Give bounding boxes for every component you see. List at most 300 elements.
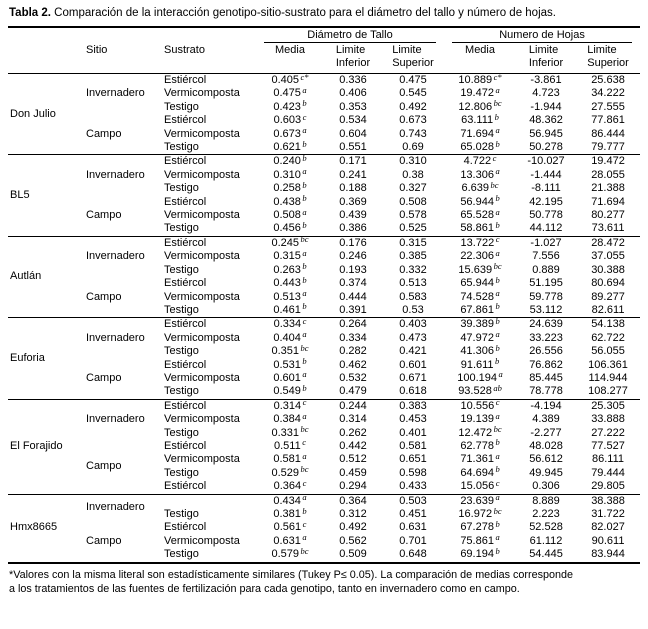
value-text: -8.111 <box>531 182 561 195</box>
value-text: 78.778 <box>529 385 563 398</box>
hojas-limite-inferior-cell <box>516 101 576 114</box>
significance-letter: ab <box>493 382 502 393</box>
hojas-limite-superior-cell <box>576 236 640 250</box>
value-text: 0.451 <box>399 508 427 520</box>
hojas-limite-inferior-cell <box>516 508 576 521</box>
significance-letter: b <box>302 505 307 516</box>
tallo-limite-superior-cell <box>382 87 444 100</box>
hojas-limite-superior-cell <box>576 521 640 534</box>
value-text: -4.194 <box>530 399 562 412</box>
hojas-limite-inferior-cell <box>516 467 576 480</box>
limite-label: Limite <box>335 44 366 56</box>
value-text: 80.277 <box>591 209 625 222</box>
table-row <box>8 521 640 534</box>
tallo-limite-inferior-cell <box>324 318 382 332</box>
hojas-limite-superior-cell <box>576 141 640 155</box>
value-text: 0.439 <box>339 209 367 222</box>
hojas-limite-superior-cell <box>576 548 640 562</box>
tallo-media-cell <box>256 477 324 494</box>
sustrato-cell: Vermicomposta <box>164 127 240 140</box>
value-text: 0.743 <box>399 127 427 140</box>
tallo-media-cell <box>256 247 324 263</box>
tallo-media-cell <box>256 152 324 169</box>
table-title-label: Tabla 2. <box>9 7 51 19</box>
value-text: 0.601 <box>273 371 301 384</box>
value-text: 0.513 <box>273 290 301 303</box>
sustrato-cell: Testigo <box>164 345 199 358</box>
significance-letter: c <box>302 315 307 326</box>
diametro-tallo-group-header: Diámetro de Tallo <box>264 29 436 43</box>
value-text: 0.671 <box>399 371 427 384</box>
value-text: 13.306 <box>460 168 494 181</box>
hojas-limite-superior-cell <box>576 209 640 222</box>
tallo-limite-inferior-cell <box>324 494 382 508</box>
value-text: 86.111 <box>592 453 625 466</box>
hojas-limite-inferior-cell <box>516 87 576 100</box>
value-text: 33.888 <box>591 413 625 426</box>
hojas-media-cell <box>444 505 516 521</box>
significance-letter: b <box>495 274 500 285</box>
value-text: 0.353 <box>339 100 367 113</box>
tallo-media-cell <box>256 424 324 440</box>
hojas-limite-superior-cell <box>576 169 640 182</box>
hojas-limite-inferior-cell <box>516 209 576 222</box>
value-text: 71.361 <box>460 453 494 466</box>
tallo-limite-superior-cell <box>382 196 444 209</box>
site-cell: Campo <box>86 127 122 140</box>
tallo-media-cell <box>256 274 324 290</box>
site-cell: Campo <box>86 209 122 222</box>
significance-letter: a <box>302 166 307 177</box>
value-text: 79.777 <box>591 141 625 154</box>
table-row <box>8 74 640 88</box>
tallo-media-cell <box>256 193 324 209</box>
value-text: 10.556 <box>460 399 495 412</box>
value-text: 0.534 <box>339 114 367 127</box>
sustrato-cell: Vermicomposta <box>164 413 240 426</box>
value-text: 0.386 <box>339 222 367 235</box>
tallo-limite-inferior-cell <box>324 182 382 195</box>
value-text: 25.305 <box>591 399 625 412</box>
significance-letter: a <box>495 492 500 503</box>
significance-letter: b <box>495 301 500 312</box>
significance-letter: b <box>302 152 307 163</box>
tallo-limite-superior-cell <box>382 236 444 250</box>
value-text: 4.389 <box>532 413 560 426</box>
value-text: 108.277 <box>588 385 628 398</box>
tallo-media-cell <box>256 410 324 426</box>
value-text: 0.246 <box>339 250 367 263</box>
tallo-limite-inferior-cell <box>324 277 382 290</box>
value-text: 77.861 <box>591 114 625 127</box>
superior-label: Superior <box>587 57 629 69</box>
tallo-limite-inferior-cell <box>324 359 382 372</box>
value-text: 65.028 <box>460 141 494 154</box>
hojas-media-cell <box>444 315 516 332</box>
tallo-limite-superior-cell <box>382 467 444 480</box>
tallo-limite-superior-cell <box>382 332 444 345</box>
value-text: 74.528 <box>460 290 494 303</box>
site-cell: Campo <box>86 290 122 303</box>
hojas-limite-superior-cell <box>576 480 640 494</box>
value-text: 56.944 <box>460 195 494 208</box>
sustrato-cell: Vermicomposta <box>164 168 240 181</box>
value-text: 0.508 <box>273 209 301 222</box>
hojas-media-cell <box>444 166 516 182</box>
sustrato-cell: Testigo <box>164 263 199 276</box>
table-row <box>8 440 640 453</box>
significance-letter: bc <box>300 464 309 475</box>
hojas-limite-superior-cell <box>576 508 640 521</box>
value-text: 0.531 <box>273 358 301 371</box>
tallo-limite-superior-cell <box>382 128 444 141</box>
value-text: 42.195 <box>529 195 563 208</box>
hojas-limite-superior-cell <box>576 101 640 114</box>
value-text: 0.310 <box>399 155 427 168</box>
value-text: 19.472 <box>460 87 494 100</box>
hojas-media-cell <box>444 532 516 548</box>
value-text: 37.055 <box>591 250 625 263</box>
hojas-limite-inferior-cell <box>516 141 576 155</box>
sustrato-cell: Testigo <box>164 222 199 235</box>
inferior-label: Inferior <box>335 57 371 69</box>
inferior-label: Inferior <box>528 57 564 69</box>
hojas-limite-inferior-cell <box>516 548 576 562</box>
hojas-media-cell <box>444 450 516 466</box>
value-text: 0.421 <box>399 345 427 358</box>
hojas-limite-superior-cell <box>576 359 640 372</box>
value-text: 0.331 <box>271 426 299 439</box>
value-text: 15.639 <box>458 263 493 276</box>
value-text: 0.604 <box>339 127 367 140</box>
value-text: 15.056 <box>460 480 495 493</box>
value-text: 41.306 <box>460 345 494 358</box>
hojas-media-cell <box>444 152 516 169</box>
tallo-limite-inferior-cell <box>324 128 382 141</box>
value-text: 0.294 <box>339 480 367 493</box>
hojas-media-cell <box>444 288 516 304</box>
tallo-limite-superior-cell <box>382 169 444 182</box>
sitio-column-header: Sitio <box>84 43 162 74</box>
value-text: 0.549 <box>273 385 301 398</box>
sustrato-cell: Testigo <box>164 426 199 439</box>
hojas-limite-inferior-cell <box>516 250 576 263</box>
hojas-limite-superior-cell <box>576 372 640 385</box>
significance-letter: b <box>302 356 307 367</box>
significance-letter: a <box>302 492 307 503</box>
value-text: 0.240 <box>273 155 301 168</box>
footnote-line-1: *Valores con la misma literal son estadísticamente similares (Tukey P≤ 0.05). La comparación de medias corresponde <box>9 568 574 581</box>
value-text: 0.509 <box>339 548 367 561</box>
value-text: 93.528 <box>458 385 492 398</box>
value-text: 0.364 <box>273 480 302 493</box>
hojas-limite-inferior-cell <box>516 304 576 318</box>
significance-letter: a <box>498 369 503 380</box>
sustrato-cell: Vermicomposta <box>164 290 240 303</box>
significance-letter: a <box>302 450 307 461</box>
value-text: 0.334 <box>339 331 367 344</box>
table-row <box>8 494 640 508</box>
significance-letter: b <box>495 138 500 149</box>
value-text: 0.262 <box>339 426 367 439</box>
hojas-limite-inferior-cell <box>516 480 576 494</box>
value-text: 0.621 <box>273 141 301 154</box>
tallo-limite-inferior-cell <box>324 440 382 453</box>
value-text: 47.972 <box>460 331 494 344</box>
table-title <box>9 6 640 21</box>
tallo-limite-inferior-cell <box>324 480 382 494</box>
hojas-media-cell <box>444 545 516 562</box>
tallo-limite-inferior-cell <box>324 264 382 277</box>
hojas-media-cell <box>444 410 516 426</box>
tallo-group-header-cell <box>256 27 444 43</box>
sustrato-cell: Testigo <box>164 548 199 561</box>
superior-label: Superior <box>392 57 434 69</box>
sustrato-cell: Testigo <box>164 182 199 195</box>
tallo-limite-superior-cell <box>382 413 444 426</box>
significance-letter: c <box>302 437 306 448</box>
significance-letter: b <box>495 315 500 326</box>
value-text: 49.945 <box>529 466 563 479</box>
tallo-limite-superior-cell <box>382 264 444 277</box>
value-text: 0.423 <box>273 100 301 113</box>
value-text: 0.648 <box>399 548 427 561</box>
tallo-limite-superior-cell <box>382 521 444 534</box>
value-text: 16.972 <box>458 508 493 520</box>
hojas-media-cell <box>444 477 516 494</box>
hojas-limite-superior-cell <box>576 74 640 88</box>
value-text: 65.528 <box>460 209 494 222</box>
sustrato-cell: Estiércol <box>162 155 256 169</box>
hojas-limite-inferior-cell <box>516 128 576 141</box>
tallo-limite-inferior-cell <box>324 453 382 466</box>
significance-letter: c <box>495 477 500 488</box>
tallo-media-cell <box>256 98 324 114</box>
value-text: 56.055 <box>591 345 625 358</box>
table-row <box>8 359 640 372</box>
sustrato-cell: Vermicomposta <box>164 209 240 222</box>
value-text: 67.861 <box>460 303 494 316</box>
hojas-media-cell <box>444 125 516 141</box>
value-text: 106.361 <box>588 358 628 371</box>
hojas-media-cell <box>444 382 516 399</box>
hojas-limite-superior-cell <box>576 277 640 290</box>
value-text: 75.861 <box>460 534 494 547</box>
tallo-media-cell <box>256 464 324 480</box>
value-text: 2.223 <box>532 508 560 520</box>
hojas-limite-inferior-cell <box>516 427 576 440</box>
sustrato-cell: Estiércol <box>164 74 207 86</box>
value-text: 0.69 <box>402 141 424 154</box>
value-text: 83.944 <box>591 548 625 561</box>
significance-letter: a <box>302 369 307 380</box>
significance-letter: b <box>302 219 307 230</box>
value-text: 0.383 <box>399 399 427 412</box>
value-text: 0.403 <box>399 318 427 331</box>
significance-letter: b <box>495 356 500 367</box>
tallo-limite-inferior-cell <box>324 250 382 263</box>
value-text: 91.611 <box>460 358 494 371</box>
value-text: 58.861 <box>460 222 494 235</box>
tallo-media-cell <box>256 138 324 155</box>
site-cell: Campo <box>86 371 122 384</box>
value-text: 27.222 <box>591 426 625 439</box>
tallo-limite-superior-cell <box>382 155 444 169</box>
hojas-media-cell <box>444 399 516 413</box>
hojas-limite-superior-cell <box>576 155 640 169</box>
value-text: 0.512 <box>339 453 367 466</box>
value-text: 0.545 <box>399 87 427 100</box>
hojas-limite-inferior-cell <box>516 114 576 127</box>
sustrato-cell: Testigo <box>164 508 199 520</box>
significance-letter: c <box>302 518 307 529</box>
significance-letter: a <box>495 247 500 258</box>
sustrato-cell: Estiércol <box>164 114 207 127</box>
value-text: 0.334 <box>273 318 302 331</box>
value-text: 19.139 <box>460 413 494 426</box>
hojas-media-cell <box>444 437 516 453</box>
sustrato-cell: Estiércol <box>162 399 256 413</box>
table-row <box>8 196 640 209</box>
comparison-table <box>8 26 640 564</box>
value-text: 13.722 <box>460 236 495 249</box>
value-text: 51.195 <box>529 277 563 290</box>
value-text: 0.532 <box>339 371 367 384</box>
value-text: 59.778 <box>529 290 563 303</box>
tallo-media-column-header: Media <box>256 43 324 74</box>
value-text: 0.315 <box>399 236 427 249</box>
hojas-media-cell <box>444 206 516 222</box>
footnote-line-2: a los tratamientos de las fuentes de fertilización para cada genotipo, tanto en invernadero como en campo. <box>9 583 520 596</box>
tallo-limite-inferior-cell <box>324 413 382 426</box>
sustrato-cell: Testigo <box>164 466 199 479</box>
tallo-limite-inferior-cell <box>324 427 382 440</box>
value-text: 100.194 <box>457 371 498 384</box>
hojas-limite-inferior-cell <box>516 385 576 399</box>
value-text: 28.055 <box>591 168 625 181</box>
value-text: 0.438 <box>273 195 301 208</box>
significance-letter: c <box>495 234 500 245</box>
value-text: 31.722 <box>591 508 625 520</box>
table-row <box>8 155 640 169</box>
significance-letter: a <box>302 288 307 298</box>
value-text: 0.475 <box>273 87 301 100</box>
significance-letter: a <box>302 247 307 258</box>
value-text: 44.112 <box>529 222 563 235</box>
value-text: 38.388 <box>591 494 625 507</box>
genotype-cell: Hmx8665 <box>8 494 84 563</box>
tallo-limite-superior-cell <box>382 345 444 358</box>
tallo-limite-superior-cell <box>382 548 444 562</box>
value-text: 0.492 <box>399 100 427 113</box>
significance-letter: bc <box>493 424 502 435</box>
significance-letter: b <box>495 193 500 204</box>
tallo-limite-superior-cell <box>382 318 444 332</box>
value-text: 0.327 <box>399 182 427 195</box>
value-text: 0.562 <box>339 534 367 547</box>
value-text: 56.612 <box>529 453 563 466</box>
group-header-spacer <box>8 27 256 43</box>
tallo-limite-inferior-cell <box>324 74 382 88</box>
value-text: 29.805 <box>591 480 625 493</box>
value-text: 0.188 <box>339 182 367 195</box>
value-text: 27.555 <box>591 100 625 113</box>
value-text: 12.472 <box>458 426 493 439</box>
hojas-limite-inferior-cell <box>516 399 576 413</box>
tallo-limite-inferior-cell <box>324 291 382 304</box>
value-text: 65.944 <box>460 277 494 290</box>
sustrato-cell <box>162 494 256 508</box>
hojas-limite-superior-cell <box>576 535 640 548</box>
significance-letter: a <box>495 206 500 217</box>
value-text: 0.351 <box>271 345 299 358</box>
table-row <box>8 236 640 250</box>
tallo-limite-superior-column-header <box>382 43 444 74</box>
value-text: 19.472 <box>591 155 625 168</box>
hojas-limite-superior-cell <box>576 345 640 358</box>
significance-letter: b <box>495 342 500 353</box>
tallo-limite-superior-cell <box>382 359 444 372</box>
value-text: 4.722 <box>463 155 492 168</box>
value-text: 0.314 <box>273 399 302 412</box>
hojas-limite-superior-cell <box>576 250 640 263</box>
value-text: 0.364 <box>339 494 367 507</box>
tallo-limite-inferior-cell <box>324 114 382 127</box>
tallo-limite-superior-cell <box>382 277 444 290</box>
tallo-media-cell <box>256 399 324 413</box>
significance-letter: c <box>302 397 307 408</box>
tallo-media-cell <box>256 545 324 562</box>
value-text: 0.405 <box>271 74 299 86</box>
table-footnote <box>9 568 640 597</box>
tallo-limite-superior-cell <box>382 480 444 494</box>
hojas-limite-superior-cell <box>576 494 640 508</box>
significance-letter: c <box>492 152 497 163</box>
tallo-media-cell <box>256 236 324 250</box>
value-text: 23.639 <box>460 494 494 507</box>
sustrato-cell: Estiércol <box>162 236 256 250</box>
significance-letter: a <box>495 288 500 298</box>
site-cell: Invernadero <box>84 236 162 277</box>
hojas-limite-superior-cell <box>576 264 640 277</box>
value-text: 71.694 <box>460 127 494 140</box>
value-text: 0.673 <box>399 114 427 127</box>
tallo-limite-superior-cell <box>382 182 444 195</box>
value-text: 0.369 <box>339 195 367 208</box>
tallo-limite-inferior-cell <box>324 535 382 548</box>
value-text: 0.433 <box>399 480 427 493</box>
hojas-limite-superior-cell <box>576 114 640 127</box>
tallo-media-cell <box>256 71 324 88</box>
tallo-media-cell <box>256 437 324 453</box>
tallo-limite-inferior-cell <box>324 155 382 169</box>
value-text: -1.444 <box>530 168 562 181</box>
value-text: 4.723 <box>532 87 560 100</box>
tallo-media-cell <box>256 166 324 182</box>
value-text: 0.443 <box>273 277 301 290</box>
tallo-media-cell <box>256 494 324 508</box>
genotype-cell: Euforia <box>8 318 84 399</box>
value-text: 0.53 <box>402 303 424 316</box>
significance-letter: b <box>302 179 307 190</box>
sustrato-cell: Estiércol <box>164 277 207 290</box>
value-text: 0.391 <box>339 303 367 316</box>
tallo-limite-superior-cell <box>382 372 444 385</box>
tallo-media-cell <box>256 206 324 222</box>
value-text: 73.611 <box>591 222 625 235</box>
significance-letter: b <box>302 261 307 272</box>
sustrato-cell: Testigo <box>164 303 199 316</box>
